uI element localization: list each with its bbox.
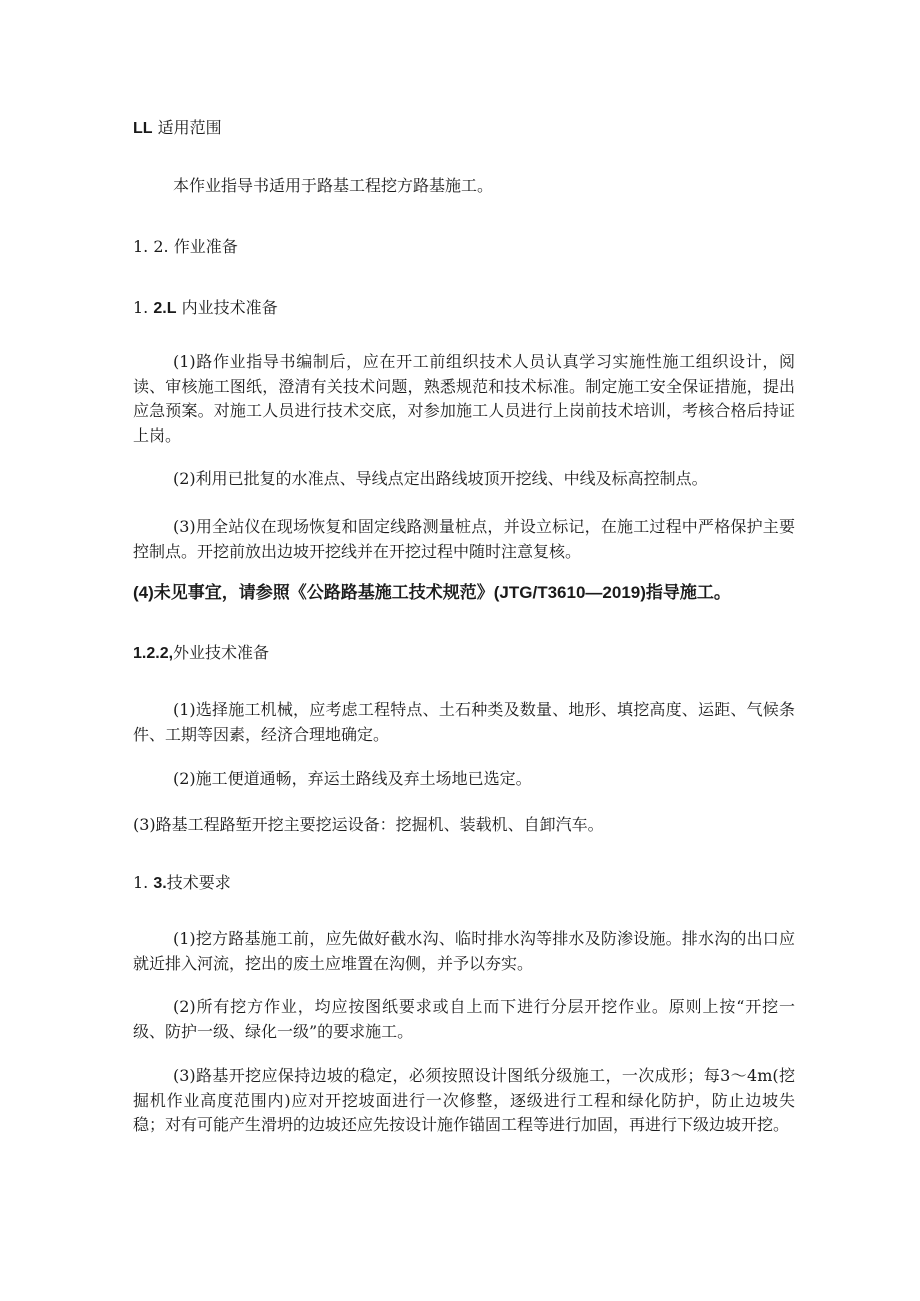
heading-1-2-1-number: 2.L xyxy=(153,300,177,317)
heading-1-2-2 xyxy=(133,641,793,666)
paragraph-internal-2: (2)利用已批复的水准点、导线点定出路线坡顶开挖线、中线及标高控制点。 xyxy=(173,469,708,488)
heading-1-2: 1. 2. 作业准备 xyxy=(133,237,238,256)
paragraph-external-1: (1)选择施工机械，应考虑工程特点、土石种类及数量、地形、填挖高度、运距、气候条件、工期等因素，经济合理地确定。 xyxy=(133,700,795,744)
heading-1-3-prefix: 1. xyxy=(133,873,154,892)
heading-1-3 xyxy=(133,871,793,896)
paragraph-scope: 本作业指导书适用于路基工程挖方路基施工。 xyxy=(173,176,494,195)
heading-1-2-2-title: 外业技术准备 xyxy=(173,643,270,662)
paragraph-requirement-1: (1)挖方路基施工前，应先做好截水沟、临时排水沟等排水及防渗设施。排水沟的出口应就近排入河流，挖出的废土应堆置在沟侧，并予以夯实。 xyxy=(133,929,795,973)
heading-1-2-1-title: 内业技术准备 xyxy=(176,298,278,317)
heading-1-1-title: 适用范围 xyxy=(157,118,222,137)
paragraph-requirement-2: (2)所有挖方作业，均应按图纸要求或自上而下进行分层开挖作业。原则上按“开挖一级、防护一级、绿化一级”的要求施工。 xyxy=(133,997,795,1041)
paragraph-external-3: (3)路基工程路堑开挖主要挖运设备：挖掘机、装载机、自卸汽车。 xyxy=(133,815,604,834)
paragraph-internal-1: (1)路作业指导书编制后，应在开工前组织技术人员认真学习实施性施工组织设计，阅读、审核施工图纸，澄清有关技术问题，熟悉规范和技术标准。制定施工安全保证措施，提出应急预案。对施工人员进行技术交底，对参加施工人员进行上岗前技术培训，考核合格后持证上岗。 xyxy=(133,352,795,445)
heading-1-2-2-number: 1.2.2, xyxy=(133,645,174,662)
heading-1-1-number: LL xyxy=(133,120,153,137)
heading-1-3-title: 技术要求 xyxy=(166,873,231,892)
paragraph-requirement-3: (3)路基开挖应保持边坡的稳定，必须按照设计图纸分级施工，一次成形；每3～4m(挖掘机作业高度范围内)应对开挖坡面进行一次修整，逐级进行工程和绿化防护，防止边坡失稳；对有可能产生滑坍的边坡还应先按设计施作锚固工程等进行加固，再进行下级边坡开挖。 xyxy=(133,1066,795,1134)
heading-1-1 xyxy=(133,116,793,141)
paragraph-internal-4: (4)未见事宜，请参照《公路路基施工技术规范》(JTG/T3610—2019)指导施工。 xyxy=(133,583,731,602)
heading-1-3-number: 3. xyxy=(153,875,167,892)
heading-1-2-1 xyxy=(133,296,793,321)
paragraph-internal-3: (3)用全站仪在现场恢复和固定线路测量桩点，并设立标记，在施工过程中严格保护主要控制点。开挖前放出边坡开挖线并在开挖过程中随时注意复核。 xyxy=(133,517,795,561)
heading-1-2-1-prefix: 1. xyxy=(133,298,154,317)
paragraph-external-2: (2)施工便道通畅，弃运土路线及弃土场地已选定。 xyxy=(173,769,532,788)
